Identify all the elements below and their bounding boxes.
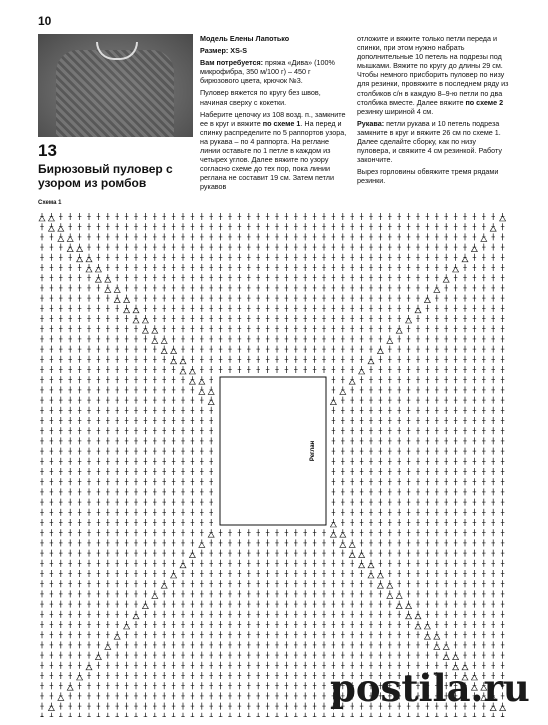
intro-text: Пуловер вяжется по кругу без швов, начиная сверху с кокетки. <box>200 88 321 107</box>
materials-label: Вам потребуется: <box>200 58 264 68</box>
scheme-1-ref: по схеме 1 <box>262 118 301 128</box>
crochet-chart <box>38 207 508 717</box>
scheme-1-label: Схема 1 <box>38 200 62 206</box>
instructions-text-2: отложите и вяжите только петли переда и спинки, при этом нужно набрать дополнительные 10 петель на подрезы под мышками. Вяжите по кругу до длины 29 см. Чтобы немного присборить пуловер по низу для резинки, провяжите в последнем ряду из столбиков с/н в каждую 8–9-ю петли по два столбика вместе. Далее вяжите <box>357 34 509 107</box>
instructions-text: Наберите цепочку из 108 возд. п., замкните ее в круг и вяжите <box>200 109 346 128</box>
materials-text: пряжа «Дива» (100% микрофибра, 350 м/100 г) – 450 г бирюзового цвета, крючок №3. <box>200 58 335 86</box>
scheme-2-ref: по схеме 2 <box>465 97 504 107</box>
ribbing-text: резинку шириной 4 см. <box>357 106 434 116</box>
neckline-text: Вырез горловины обвяжите тремя рядами резинки. <box>357 167 499 186</box>
page-number: 10 <box>38 14 52 28</box>
pattern-number: 13 <box>38 141 57 160</box>
pattern-title: Бирюзовый пуловер с узором из ромбов <box>38 162 173 190</box>
instructions-column-2 <box>357 34 509 189</box>
raglan-label: Реглан <box>310 440 316 462</box>
sleeves-label: Рукава: <box>357 118 385 128</box>
instructions-column-1 <box>200 34 350 195</box>
size-line: Размер: XS-S <box>200 46 248 56</box>
instructions-text-cont: . На перед и спинку распределите по 5 раппортов узора, на рукава – по 4 раппорта. На реглане линии оставьте по 1 петле в каждом из четырех углов. Далее вяжите по узору согласно схеме до тех пор, пока линии реглана не составит 19 см. Затем петли рукавов <box>200 118 347 192</box>
site-watermark: postila.ru <box>330 666 530 710</box>
model-author: Модель Елены Лапотько <box>200 34 290 43</box>
garment-photo <box>38 34 193 137</box>
crochet-chart-svg <box>38 207 508 717</box>
sleeves-text: петли рукава и 10 петель подреза замкните в круг и вяжите 26 см по схеме 1. Далее сделайте сборку, как по низу пуловера, и свяжите 4 см резинкой. Работу закончите. <box>357 118 502 165</box>
sweater-image <box>56 50 174 137</box>
